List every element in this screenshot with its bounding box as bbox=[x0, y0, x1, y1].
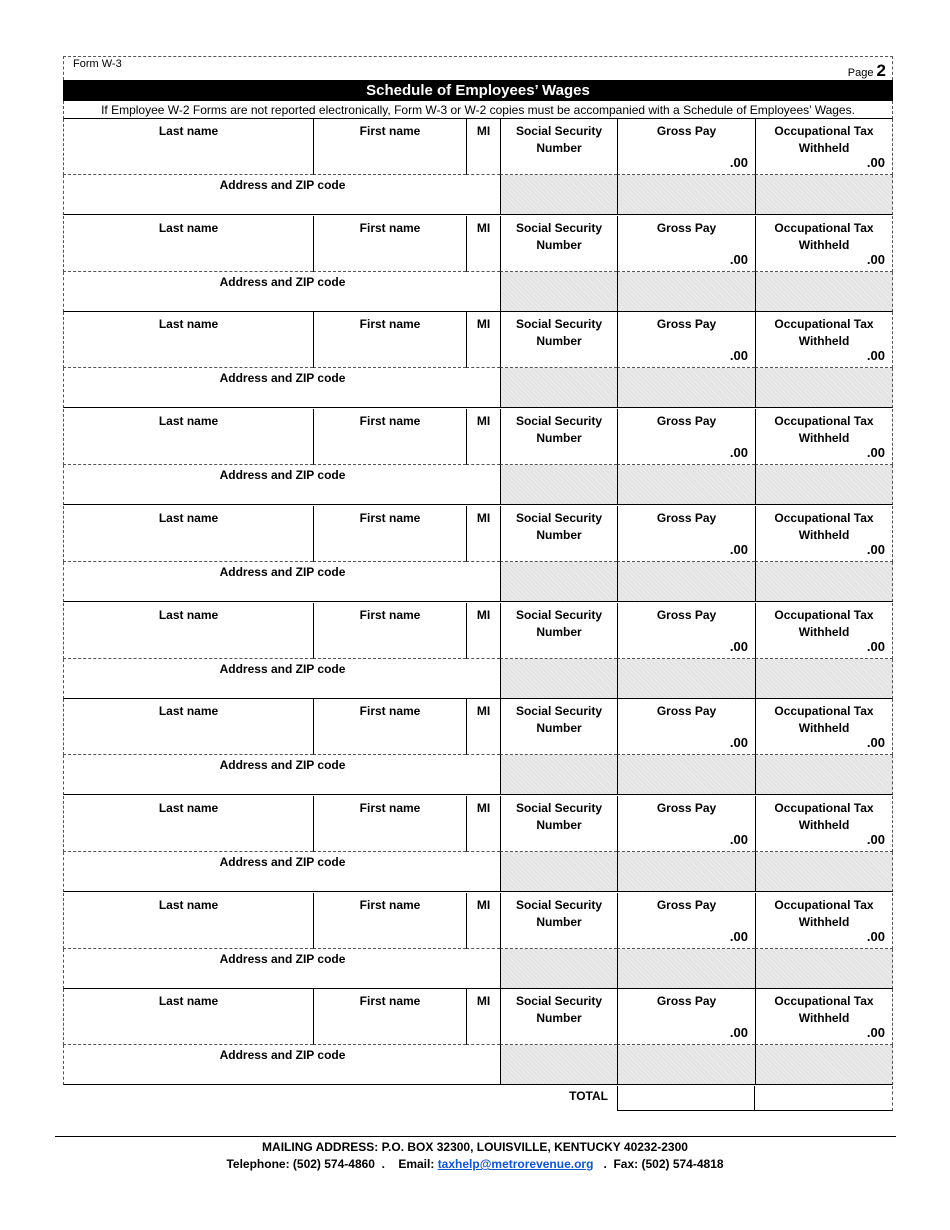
last-name-label: Last name bbox=[158, 317, 219, 331]
shaded-block bbox=[500, 755, 617, 795]
occ-tax-cell[interactable] bbox=[755, 312, 893, 368]
last-name-cell[interactable] bbox=[63, 119, 313, 175]
ssn-label: Social Security Number bbox=[515, 124, 603, 155]
shaded-block bbox=[617, 1045, 755, 1085]
address-label: Address and ZIP code bbox=[219, 178, 346, 192]
ssn-label: Social Security Number bbox=[515, 608, 603, 639]
cents-suffix: .00 bbox=[729, 252, 748, 267]
ssn-cell[interactable] bbox=[500, 312, 617, 368]
mi-cell[interactable] bbox=[466, 409, 500, 465]
shaded-block bbox=[755, 659, 893, 699]
last-name-label: Last name bbox=[158, 608, 219, 622]
occ-tax-cell[interactable] bbox=[755, 603, 893, 659]
last-name-label: Last name bbox=[158, 221, 219, 235]
shaded-block bbox=[755, 852, 893, 892]
last-name-label: Last name bbox=[158, 414, 219, 428]
page-indicator bbox=[848, 61, 886, 81]
mi-cell[interactable] bbox=[466, 216, 500, 272]
occ-tax-cell[interactable] bbox=[755, 893, 893, 949]
ssn-cell[interactable] bbox=[500, 893, 617, 949]
first-name-label: First name bbox=[359, 608, 421, 622]
ssn-label: Social Security Number bbox=[515, 414, 603, 445]
shaded-block bbox=[617, 562, 755, 602]
mi-cell[interactable] bbox=[466, 893, 500, 949]
cents-suffix: .00 bbox=[729, 155, 748, 170]
shaded-block bbox=[500, 659, 617, 699]
mi-cell[interactable] bbox=[466, 603, 500, 659]
mi-label: MI bbox=[476, 221, 491, 235]
instruction-text: If Employee W-2 Forms are not reported electronically, Form W-3 or W-2 copies must be accompanied with a Schedule of Employees’ Wages. bbox=[63, 101, 893, 119]
occ-tax-label: Occupational Tax Withheld bbox=[774, 317, 874, 348]
shaded-block bbox=[755, 272, 893, 312]
mi-label: MI bbox=[476, 124, 491, 138]
employee-row bbox=[63, 506, 893, 602]
ssn-label: Social Security Number bbox=[515, 704, 603, 735]
address-label: Address and ZIP code bbox=[219, 371, 346, 385]
gross-pay-cell[interactable] bbox=[617, 796, 755, 852]
mi-label: MI bbox=[476, 704, 491, 718]
address-label: Address and ZIP code bbox=[219, 468, 346, 482]
cents-suffix: .00 bbox=[866, 735, 885, 750]
first-name-label: First name bbox=[359, 124, 421, 138]
separator-2: . bbox=[603, 1157, 607, 1171]
total-gross-pay-field[interactable] bbox=[617, 1086, 755, 1111]
gross-pay-label: Gross Pay bbox=[656, 994, 717, 1008]
ssn-cell[interactable] bbox=[500, 506, 617, 562]
occ-tax-cell[interactable] bbox=[755, 119, 893, 175]
mailing-address: MAILING ADDRESS: P.O. BOX 32300, LOUISVILLE, KENTUCKY 40232-2300 bbox=[262, 1140, 688, 1154]
shaded-block bbox=[755, 175, 893, 215]
telephone: Telephone: (502) 574-4860 bbox=[226, 1157, 375, 1171]
cents-suffix: .00 bbox=[866, 348, 885, 363]
shaded-block bbox=[500, 949, 617, 989]
occ-tax-label: Occupational Tax Withheld bbox=[774, 801, 874, 832]
gross-pay-cell[interactable] bbox=[617, 506, 755, 562]
last-name-cell[interactable] bbox=[63, 312, 313, 368]
mi-cell[interactable] bbox=[466, 312, 500, 368]
address-label: Address and ZIP code bbox=[219, 662, 346, 676]
ssn-cell[interactable] bbox=[500, 989, 617, 1045]
gross-pay-cell[interactable] bbox=[617, 989, 755, 1045]
occ-tax-label: Occupational Tax Withheld bbox=[774, 898, 874, 929]
occ-tax-label: Occupational Tax Withheld bbox=[774, 124, 874, 155]
mi-cell[interactable] bbox=[466, 796, 500, 852]
gross-pay-cell[interactable] bbox=[617, 893, 755, 949]
shaded-block bbox=[755, 562, 893, 602]
gross-pay-label: Gross Pay bbox=[656, 704, 717, 718]
employee-row bbox=[63, 893, 893, 989]
shaded-block bbox=[617, 949, 755, 989]
email-label: Email: bbox=[398, 1157, 435, 1171]
first-name-cell[interactable] bbox=[313, 699, 466, 755]
address-cell[interactable] bbox=[63, 272, 500, 312]
last-name-cell[interactable] bbox=[63, 893, 313, 949]
address-cell[interactable] bbox=[63, 465, 500, 505]
address-cell[interactable] bbox=[63, 175, 500, 215]
address-label: Address and ZIP code bbox=[219, 952, 346, 966]
first-name-cell[interactable] bbox=[313, 119, 466, 175]
employee-row bbox=[63, 699, 893, 795]
gross-pay-cell[interactable] bbox=[617, 699, 755, 755]
address-cell[interactable] bbox=[63, 562, 500, 602]
cents-suffix: .00 bbox=[866, 639, 885, 654]
employee-row bbox=[63, 796, 893, 892]
first-name-label: First name bbox=[359, 221, 421, 235]
occ-tax-cell[interactable] bbox=[755, 796, 893, 852]
ssn-cell[interactable] bbox=[500, 409, 617, 465]
shaded-block bbox=[500, 368, 617, 408]
shaded-block bbox=[617, 755, 755, 795]
address-label: Address and ZIP code bbox=[219, 1048, 346, 1062]
cents-suffix: .00 bbox=[866, 542, 885, 557]
shaded-block bbox=[617, 175, 755, 215]
employee-row bbox=[63, 409, 893, 505]
last-name-cell[interactable] bbox=[63, 796, 313, 852]
page-label: Page bbox=[847, 67, 874, 79]
shaded-block bbox=[500, 1045, 617, 1085]
occ-tax-cell[interactable] bbox=[755, 699, 893, 755]
cents-suffix: .00 bbox=[866, 832, 885, 847]
address-cell[interactable] bbox=[63, 659, 500, 699]
occ-tax-cell[interactable] bbox=[755, 989, 893, 1045]
ssn-cell[interactable] bbox=[500, 796, 617, 852]
cents-suffix: .00 bbox=[729, 542, 748, 557]
last-name-cell[interactable] bbox=[63, 409, 313, 465]
mi-label: MI bbox=[476, 511, 491, 525]
separator-1: . bbox=[381, 1157, 385, 1171]
ssn-label: Social Security Number bbox=[515, 511, 603, 542]
address-cell[interactable] bbox=[63, 1045, 500, 1085]
cents-suffix: .00 bbox=[866, 1025, 885, 1040]
address-cell[interactable] bbox=[63, 949, 500, 989]
occ-tax-label: Occupational Tax Withheld bbox=[774, 704, 874, 735]
address-label: Address and ZIP code bbox=[219, 565, 346, 579]
gross-pay-label: Gross Pay bbox=[656, 221, 717, 235]
gross-pay-cell[interactable] bbox=[617, 603, 755, 659]
cents-suffix: .00 bbox=[729, 832, 748, 847]
ssn-cell[interactable] bbox=[500, 216, 617, 272]
ssn-cell[interactable] bbox=[500, 119, 617, 175]
total-label: TOTAL bbox=[569, 1089, 608, 1103]
employee-row bbox=[63, 989, 893, 1085]
gross-pay-label: Gross Pay bbox=[656, 124, 717, 138]
footer-divider bbox=[55, 1136, 896, 1137]
first-name-cell[interactable] bbox=[313, 796, 466, 852]
email-link[interactable]: taxhelp@metrorevenue.org bbox=[437, 1157, 594, 1171]
fax: Fax: (502) 574-4818 bbox=[613, 1157, 724, 1171]
occ-tax-cell[interactable] bbox=[755, 506, 893, 562]
shaded-block bbox=[755, 465, 893, 505]
first-name-label: First name bbox=[359, 704, 421, 718]
mi-label: MI bbox=[476, 608, 491, 622]
shaded-block bbox=[755, 1045, 893, 1085]
page-title: Schedule of Employees’ Wages bbox=[63, 80, 893, 101]
last-name-label: Last name bbox=[158, 801, 219, 815]
occ-tax-label: Occupational Tax Withheld bbox=[774, 994, 874, 1025]
address-cell[interactable] bbox=[63, 368, 500, 408]
shaded-block bbox=[617, 272, 755, 312]
occ-tax-label: Occupational Tax Withheld bbox=[774, 511, 874, 542]
mi-cell[interactable] bbox=[466, 506, 500, 562]
occ-tax-cell[interactable] bbox=[755, 216, 893, 272]
first-name-label: First name bbox=[359, 511, 421, 525]
first-name-cell[interactable] bbox=[313, 893, 466, 949]
first-name-label: First name bbox=[359, 898, 421, 912]
mi-cell[interactable] bbox=[466, 989, 500, 1045]
mi-label: MI bbox=[476, 414, 491, 428]
address-cell[interactable] bbox=[63, 852, 500, 892]
ssn-label: Social Security Number bbox=[515, 801, 603, 832]
first-name-label: First name bbox=[359, 801, 421, 815]
gross-pay-label: Gross Pay bbox=[656, 511, 717, 525]
employee-row bbox=[63, 312, 893, 408]
shaded-block bbox=[617, 368, 755, 408]
page-number: 2 bbox=[876, 61, 886, 80]
gross-pay-label: Gross Pay bbox=[656, 414, 717, 428]
cents-suffix: .00 bbox=[866, 252, 885, 267]
shaded-block bbox=[500, 465, 617, 505]
address-label: Address and ZIP code bbox=[219, 758, 346, 772]
last-name-cell[interactable] bbox=[63, 699, 313, 755]
shaded-block bbox=[500, 175, 617, 215]
gross-pay-label: Gross Pay bbox=[656, 608, 717, 622]
shaded-block bbox=[500, 852, 617, 892]
first-name-cell[interactable] bbox=[313, 312, 466, 368]
first-name-cell[interactable] bbox=[313, 216, 466, 272]
address-label: Address and ZIP code bbox=[219, 855, 346, 869]
last-name-label: Last name bbox=[158, 994, 219, 1008]
gross-pay-cell[interactable] bbox=[617, 409, 755, 465]
shaded-block bbox=[617, 465, 755, 505]
occ-tax-label: Occupational Tax Withheld bbox=[774, 221, 874, 252]
cents-suffix: .00 bbox=[866, 445, 885, 460]
gross-pay-cell[interactable] bbox=[617, 216, 755, 272]
last-name-label: Last name bbox=[158, 511, 219, 525]
first-name-cell[interactable] bbox=[313, 989, 466, 1045]
form-label: Form W-3 bbox=[73, 58, 122, 70]
employee-row bbox=[63, 216, 893, 312]
address-label: Address and ZIP code bbox=[219, 275, 346, 289]
gross-pay-cell[interactable] bbox=[617, 312, 755, 368]
address-cell[interactable] bbox=[63, 755, 500, 795]
last-name-label: Last name bbox=[158, 124, 219, 138]
ssn-label: Social Security Number bbox=[515, 221, 603, 252]
employee-row bbox=[63, 119, 893, 215]
last-name-label: Last name bbox=[158, 704, 219, 718]
first-name-label: First name bbox=[359, 414, 421, 428]
last-name-label: Last name bbox=[158, 898, 219, 912]
cents-suffix: .00 bbox=[866, 929, 885, 944]
occ-tax-cell[interactable] bbox=[755, 409, 893, 465]
total-occ-tax-field[interactable] bbox=[755, 1086, 893, 1111]
mi-cell[interactable] bbox=[466, 119, 500, 175]
mi-label: MI bbox=[476, 317, 491, 331]
last-name-cell[interactable] bbox=[63, 506, 313, 562]
cents-suffix: .00 bbox=[729, 445, 748, 460]
first-name-cell[interactable] bbox=[313, 603, 466, 659]
first-name-label: First name bbox=[359, 317, 421, 331]
first-name-cell[interactable] bbox=[313, 506, 466, 562]
last-name-cell[interactable] bbox=[63, 989, 313, 1045]
shaded-block bbox=[617, 852, 755, 892]
gross-pay-cell[interactable] bbox=[617, 119, 755, 175]
shaded-block bbox=[617, 659, 755, 699]
ssn-cell[interactable] bbox=[500, 603, 617, 659]
ssn-label: Social Security Number bbox=[515, 994, 603, 1025]
ssn-cell[interactable] bbox=[500, 699, 617, 755]
gross-pay-label: Gross Pay bbox=[656, 898, 717, 912]
ssn-label: Social Security Number bbox=[515, 898, 603, 929]
occ-tax-label: Occupational Tax Withheld bbox=[774, 414, 874, 445]
gross-pay-label: Gross Pay bbox=[656, 317, 717, 331]
shaded-block bbox=[755, 949, 893, 989]
employee-row bbox=[63, 603, 893, 699]
contact-line bbox=[0, 1157, 950, 1171]
total-row bbox=[63, 1087, 893, 1112]
cents-suffix: .00 bbox=[729, 639, 748, 654]
last-name-cell[interactable] bbox=[63, 216, 313, 272]
mi-label: MI bbox=[476, 994, 491, 1008]
cents-suffix: .00 bbox=[729, 735, 748, 750]
ssn-label: Social Security Number bbox=[515, 317, 603, 348]
shaded-block bbox=[755, 755, 893, 795]
form-header bbox=[63, 56, 893, 80]
cents-suffix: .00 bbox=[729, 929, 748, 944]
shaded-block bbox=[755, 368, 893, 408]
cents-suffix: .00 bbox=[729, 348, 748, 363]
first-name-cell[interactable] bbox=[313, 409, 466, 465]
cents-suffix: .00 bbox=[866, 155, 885, 170]
shaded-block bbox=[500, 272, 617, 312]
gross-pay-label: Gross Pay bbox=[656, 801, 717, 815]
occ-tax-label: Occupational Tax Withheld bbox=[774, 608, 874, 639]
first-name-label: First name bbox=[359, 994, 421, 1008]
mi-cell[interactable] bbox=[466, 699, 500, 755]
shaded-block bbox=[500, 562, 617, 602]
cents-suffix: .00 bbox=[729, 1025, 748, 1040]
last-name-cell[interactable] bbox=[63, 603, 313, 659]
mi-label: MI bbox=[476, 898, 491, 912]
mi-label: MI bbox=[476, 801, 491, 815]
